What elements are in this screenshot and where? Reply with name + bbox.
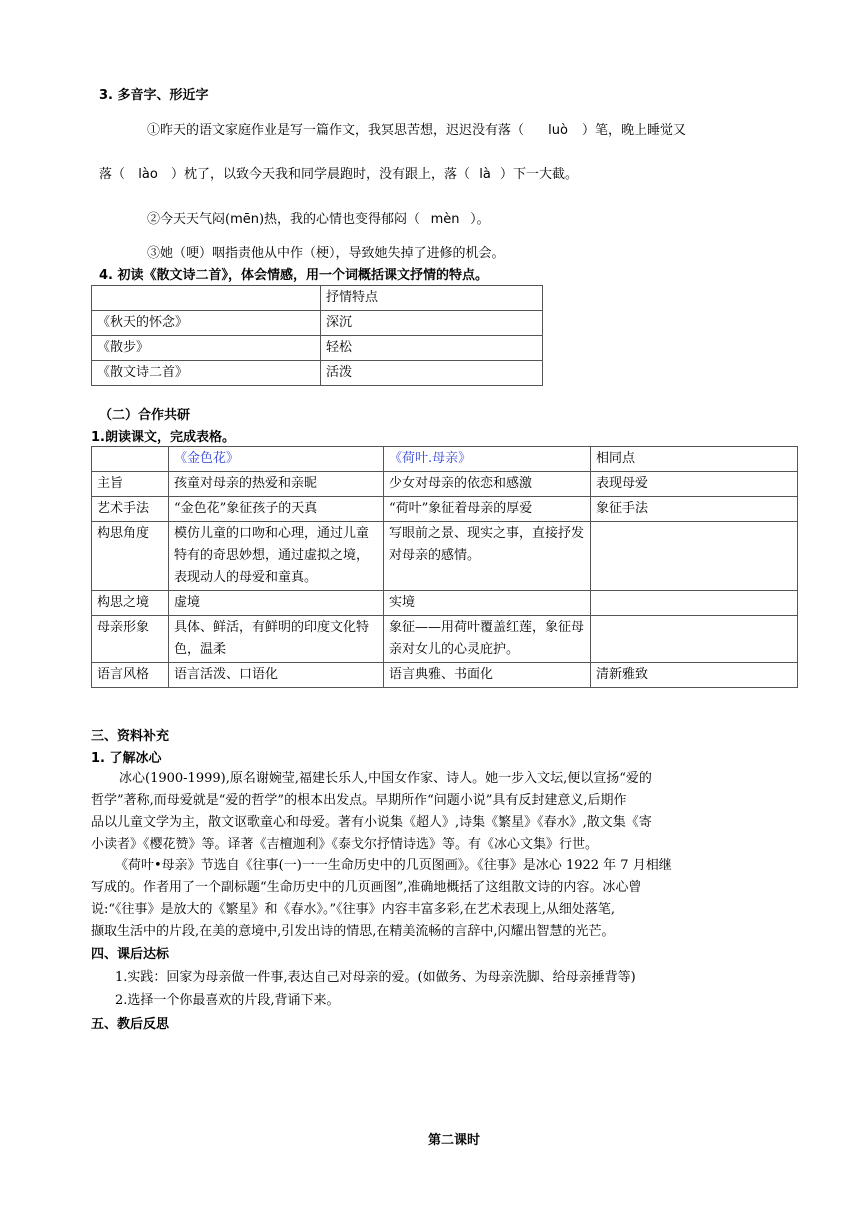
- table-cell: [92, 286, 321, 311]
- table-cell: 象征——用荷叶覆盖红莲，象征母亲对女儿的心灵庇护。: [384, 616, 591, 663]
- table-cell: [591, 591, 798, 616]
- paragraph-line: 哲学”著称,而母爱就是“爱的哲学”的根本出发点。早期所作“问题小说”具有反封建意义,后期作: [91, 793, 627, 808]
- table-cell: 具体、鲜活，有鲜明的印度文化特色，温柔: [169, 616, 384, 663]
- table-cell: 模仿儿童的口吻和心理，通过儿童特有的奇思妙想，通过虚拟之境，表现动人的母爱和童真。: [169, 522, 384, 591]
- table-cell: 语言风格: [92, 663, 169, 688]
- table-cell: 构思之境: [92, 591, 169, 616]
- coop-task: 1.朗读课文，完成表格。: [91, 430, 235, 445]
- section-three-subtitle: 1. 了解冰心: [91, 751, 162, 766]
- paragraph-line: 说:“《往事》是放大的《繁星》和《春水》。”《往事》内容丰富多彩,在艺术表现上,从细处落笔,: [91, 902, 616, 917]
- table-cell: 《散步》: [92, 336, 321, 361]
- item-2-line: [147, 208, 490, 227]
- table-cell: 虚境: [169, 591, 384, 616]
- homework-item: 2.选择一个你最喜欢的片段,背诵下来。: [115, 993, 340, 1008]
- table-cell: 构思角度: [92, 522, 169, 591]
- homework-item: 1.实践：回家为母亲做一件事,表达自己对母亲的爱。(如做务、为母亲洗脚、给母亲捶背等): [115, 970, 636, 985]
- table-cell: “金色花”象征孩子的天真: [169, 497, 384, 522]
- table-row: [92, 361, 543, 386]
- paragraph-line: 写成的。作者用了一个副标题“生命历史中的几页画图”,准确地概括了这组散文诗的内容。冰心曾: [91, 880, 642, 895]
- section-five-title: 五、教后反思: [91, 1017, 170, 1032]
- table-row: [92, 522, 798, 591]
- comparison-table: [91, 446, 798, 688]
- table-cell: 象征手法: [591, 497, 798, 522]
- pinyin-answer: mèn: [430, 212, 460, 227]
- table-row: [92, 311, 543, 336]
- pinyin-answer: là: [479, 167, 491, 182]
- table-cell: 实境: [384, 591, 591, 616]
- table-cell: 深沉: [321, 311, 543, 336]
- pinyin-answer: lào: [138, 167, 158, 182]
- paragraph-line: 小读者》《樱花赞》等。译著《吉檀迦利》《泰戈尔抒情诗选》等。有《冰心文集》行世。: [91, 837, 599, 852]
- item-2-text-c: ）。: [470, 212, 490, 227]
- table-cell: 艺术手法: [92, 497, 169, 522]
- table-cell: [591, 522, 798, 591]
- item-1-text-b: ）笔，晚上睡觉又: [582, 123, 687, 138]
- item-1-text-e: ）下一大截。: [500, 167, 579, 182]
- lesson-two-heading: 第二课时: [428, 1133, 481, 1148]
- table-cell: [591, 616, 798, 663]
- table-cell: 《散文诗二首》: [92, 361, 321, 386]
- paragraph-line: 冰心(1900-1999),原名谢婉莹,福建长乐人,中国女作家、诗人。她一步入文坛,便以宣扬“爱的: [119, 771, 652, 786]
- table-cell: 《荷叶.母亲》: [384, 447, 591, 472]
- table-cell: 《秋天的怀念》: [92, 311, 321, 336]
- table-cell: 相同点: [591, 447, 798, 472]
- paragraph-line: 《荷叶•母亲》节选自《往事(一)一一生命历史中的几页图画》。《往事》是冰心 1922 年 7 月相继: [115, 858, 672, 873]
- table-cell: 语言活泼、口语化: [169, 663, 384, 688]
- table-row: [92, 336, 543, 361]
- item-1-line-1: [147, 119, 686, 138]
- section-4-title: 4. 初读《散文诗二首》，体会情感，用一个词概括课文抒情的特点。: [99, 268, 489, 283]
- lyric-feature-table: [91, 285, 543, 386]
- item-1-text-a: ①昨天的语文家庭作业是写一篇作文，我冥思苦想，迟迟没有落（: [147, 123, 525, 138]
- paragraph-line: 撷取生活中的片段,在美的意境中,引发出诗的情思,在精美流畅的言辞中,闪耀出智慧的光芒。: [91, 924, 615, 939]
- table-cell: 语言典雅、书面化: [384, 663, 591, 688]
- table-cell: 少女对母亲的依恋和感激: [384, 472, 591, 497]
- coop-title: （二）合作共研: [99, 408, 191, 423]
- table-row: [92, 591, 798, 616]
- table-row: [92, 616, 798, 663]
- pinyin-answer: mēn: [230, 212, 259, 227]
- table-cell: 孩童对母亲的热爱和亲昵: [169, 472, 384, 497]
- table-row: [92, 663, 798, 688]
- table-cell: 活泼: [321, 361, 543, 386]
- table-row: [92, 497, 798, 522]
- item-2-text-b: )热，我的心情也变得郁闷（: [258, 212, 421, 227]
- table-cell: 《金色花》: [169, 447, 384, 472]
- section-four-title: 四、课后达标: [91, 947, 170, 962]
- table-cell: 清新雅致: [591, 663, 798, 688]
- table-cell: 写眼前之景、现实之事，直接抒发对母亲的感情。: [384, 522, 591, 591]
- table-cell: 轻松: [321, 336, 543, 361]
- table-cell: 表现母爱: [591, 472, 798, 497]
- item-1-line-2: [99, 163, 578, 182]
- table-header-row: [92, 447, 798, 472]
- table-cell: 主旨: [92, 472, 169, 497]
- table-cell: 抒情特点: [321, 286, 543, 311]
- section-3-title: 3. 多音字、形近字: [99, 88, 209, 103]
- table-header-row: [92, 286, 543, 311]
- table-cell: 母亲形象: [92, 616, 169, 663]
- paragraph-line: 品以儿童文学为主，散文讴歌童心和母爱。著有小说集《超人》,诗集《繁星》《春水》,散文集《寄: [91, 815, 652, 830]
- pinyin-answer: luò: [548, 123, 568, 138]
- item-1-text-d: ）枕了，以致今天我和同学晨跑时，没有跟上，落（: [171, 167, 471, 182]
- item-1-text-c: 落（: [99, 167, 126, 182]
- table-cell: “荷叶”象征着母亲的厚爱: [384, 497, 591, 522]
- item-2-text-a: ②今天天气闷(: [147, 212, 231, 227]
- table-cell: [92, 447, 169, 472]
- section-three-title: 三、资料补充: [91, 729, 170, 744]
- table-row: [92, 472, 798, 497]
- item-3-line: ③她（哽）咽指责他从中作（梗），导致她失掉了进修的机会。: [147, 246, 505, 261]
